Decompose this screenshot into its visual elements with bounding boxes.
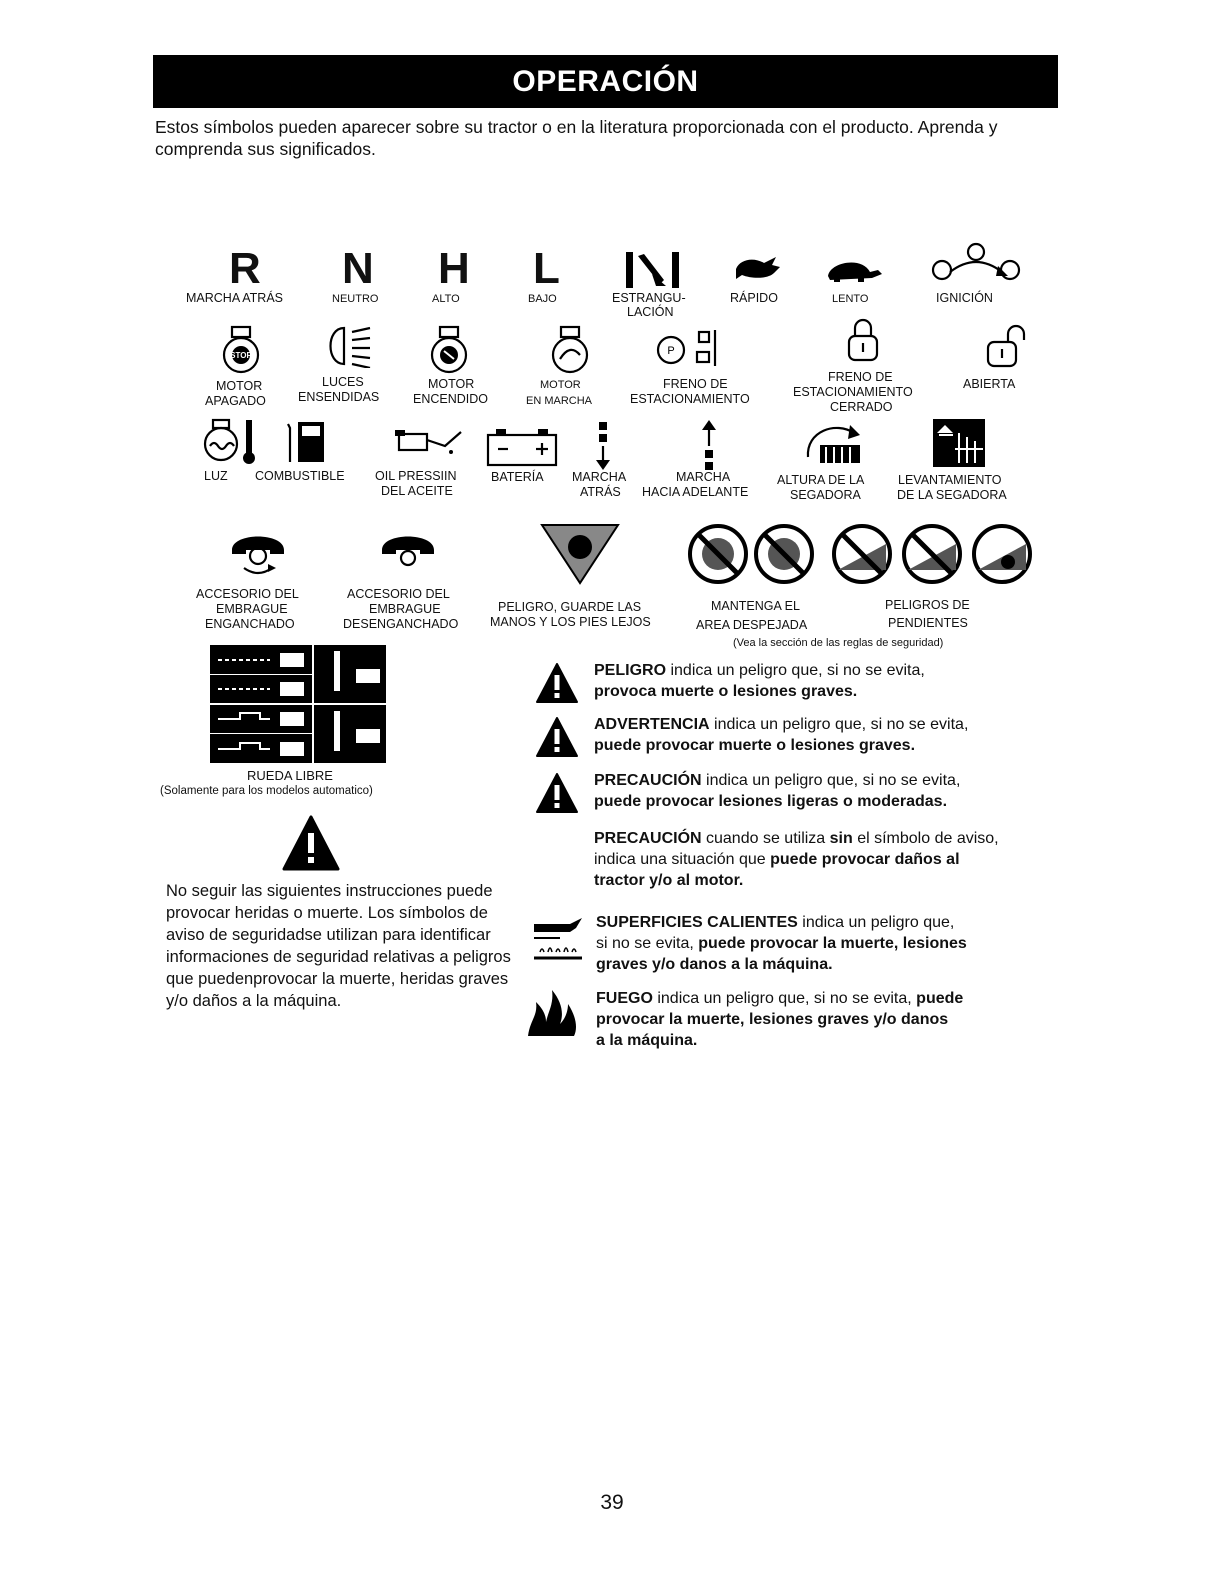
page-header: OPERACIÓN	[153, 55, 1058, 108]
label-freno-cerrado-1: FRENO DE	[828, 370, 893, 384]
label-luz: LUZ	[204, 469, 228, 483]
fire-b2: provocar la muerte, lesiones graves y/o danos	[596, 1011, 949, 1028]
hot-surface-t2: si no se evita,	[596, 935, 699, 952]
label-altura-2: SEGADORA	[790, 488, 861, 502]
freewheel-sublabel: (Solamente para los modelos automatico)	[160, 785, 373, 797]
left-paragraph: No seguir las siguientes instrucciones puede provocar heridas o muerte. Los símbolos de aviso de seguridadse utilizan para identificar informaciones de seguridad relativas a peligros que puedenprovocar la muerte, heridas graves y/o daños a la máquina.	[166, 882, 511, 1010]
label-motor-apagado-1: MOTOR	[216, 379, 263, 393]
mower-height-icon	[802, 417, 866, 465]
advertencia-alert-icon	[535, 716, 579, 758]
label-motor-encendido-2: ENCENDIDO	[413, 392, 489, 406]
label-combustible: COMBUSTIBLE	[255, 469, 345, 483]
hot-surface-b2: graves y/o danos a la máquina.	[596, 956, 833, 973]
label-neutro: NEUTRO	[332, 293, 379, 305]
precaucion-nosym-t1: cuando se utiliza	[701, 830, 830, 847]
low-letter: L	[533, 244, 560, 293]
label-accesorio-des-3: DESENGANCHADO	[343, 617, 459, 631]
mower-lift-icon	[933, 419, 985, 467]
label-levantamiento-2: DE LA SEGADORA	[897, 488, 1007, 502]
hot-surface-text	[596, 912, 1056, 975]
turtle-icon	[822, 254, 884, 284]
slope-hazard-icon	[830, 522, 1034, 586]
label-marcha-adelante-1: MARCHA	[676, 470, 731, 484]
precaucion-nosym-sin: sin	[829, 830, 853, 847]
label-oil-pressure-1: OIL PRESSIIN	[375, 469, 457, 483]
label-freno-cerrado-3: CERRADO	[830, 400, 893, 414]
label-motor-apagado-2: APAGADO	[205, 394, 266, 408]
label-peligro-manos-1: PELIGRO, GUARDE LAS	[498, 600, 642, 614]
hands-feet-danger-icon	[540, 523, 620, 585]
high-letter: H	[438, 244, 470, 293]
clutch-disengaged-icon	[378, 528, 438, 568]
precaucion-desc: indica un peligro que, si no se evita,	[701, 772, 961, 789]
fire-icon	[524, 986, 580, 1038]
label-mantenga-1: MANTENGA EL	[711, 599, 800, 613]
choke-icon	[622, 250, 684, 290]
hot-surface-t1: indica un peligro que,	[797, 914, 955, 931]
safety-rules-note: (Vea la sección de las reglas de seguridad)	[733, 637, 944, 649]
hot-surface-icon	[530, 914, 586, 964]
oil-light-icon	[200, 416, 264, 466]
label-pendientes-2: PENDIENTES	[888, 616, 968, 630]
label-bateria: BATERÍA	[491, 470, 544, 484]
advertencia-text	[594, 714, 1054, 756]
ignition-icon	[928, 242, 1024, 286]
precaucion-nosym-b2: tractor y/o al motor.	[594, 872, 744, 889]
label-freno-2: ESTACIONAMIENTO	[630, 392, 750, 406]
fire-keyword: FUEGO	[596, 990, 653, 1007]
fire-b3: a la máquina.	[596, 1032, 698, 1049]
headlights-icon	[320, 324, 376, 368]
label-accesorio-des-2: EMBRAGUE	[369, 602, 441, 616]
peligro-keyword: PELIGRO	[594, 662, 667, 679]
intro-text: Estos símbolos pueden aparecer sobre su tractor o en la literatura proporcionada con el producto. Aprenda y comprenda sus significados.	[155, 117, 998, 159]
reverse-letter: R	[229, 244, 261, 293]
peligro-desc: indica un peligro que, si no se evita,	[666, 662, 925, 679]
peligro-bold: provoca muerte o lesiones graves.	[594, 683, 858, 700]
fuel-icon	[284, 418, 328, 464]
label-estrangulacion-1: ESTRANGU-	[612, 291, 686, 305]
label-freno-cerrado-2: ESTACIONAMIENTO	[793, 385, 913, 399]
reverse-gear-icon	[592, 420, 614, 470]
label-pendientes-1: PELIGROS DE	[885, 598, 970, 612]
precaucion-nosym-keyword: PRECAUCIÓN	[594, 830, 702, 847]
label-marcha-atras-1: MARCHA	[572, 470, 627, 484]
peligro-alert-icon	[535, 662, 579, 704]
fire-b1: puede	[916, 990, 964, 1007]
label-marcha-atras: MARCHA ATRÁS	[186, 291, 284, 305]
freewheel-label: RUEDA LIBRE	[247, 768, 333, 783]
label-accesorio-des-1: ACCESORIO DEL	[347, 587, 450, 601]
label-accesorio-eng-3: ENGANCHADO	[205, 617, 295, 631]
forward-gear-icon	[698, 420, 720, 470]
stop-text: STOP	[230, 351, 252, 360]
precaucion-alert-icon	[535, 772, 579, 814]
peligro-text	[594, 660, 1054, 702]
parking-brake-open-icon	[984, 324, 1028, 368]
engine-start-icon	[427, 325, 471, 375]
precaucion-text	[594, 770, 1054, 812]
advertencia-bold: puede provocar muerte o lesiones graves.	[594, 737, 916, 754]
precaucion-keyword: PRECAUCIÓN	[594, 772, 702, 789]
safety-alert-icon	[282, 815, 340, 871]
page-number: 39	[600, 1491, 624, 1514]
hot-surface-b1: puede provocar la muerte, lesiones	[698, 935, 967, 952]
parking-brake-icon	[653, 326, 719, 368]
label-motor-marcha-1: MOTOR	[540, 379, 581, 391]
label-levantamiento-1: LEVANTAMIENTO	[898, 473, 1002, 487]
rabbit-icon	[732, 249, 782, 287]
engine-stop-icon	[219, 325, 263, 375]
precaucion-nosym-t3: indica una situación que	[594, 851, 771, 868]
label-accesorio-eng-2: EMBRAGUE	[216, 602, 288, 616]
precaucion-bold: puede provocar lesiones ligeras o moderadas.	[594, 793, 948, 810]
label-luces-1: LUCES	[322, 375, 364, 389]
label-motor-encendido-1: MOTOR	[428, 377, 475, 391]
oil-can-icon	[393, 424, 465, 456]
label-lento: LENTO	[832, 293, 869, 305]
label-freno-1: FRENO DE	[663, 377, 728, 391]
label-oil-pressure-2: DEL ACEITE	[381, 484, 453, 498]
label-abierta: ABIERTA	[963, 377, 1016, 391]
fire-t1: indica un peligro que, si no se evita,	[652, 990, 917, 1007]
label-marcha-atras-2: ATRÁS	[580, 485, 621, 499]
label-luces-2: ENSENDIDAS	[298, 390, 380, 404]
neutral-letter: N	[342, 244, 374, 293]
engine-running-icon	[548, 325, 592, 375]
advertencia-keyword: ADVERTENCIA	[594, 716, 710, 733]
precaucion-nosym-b1: puede provocar daños al	[770, 851, 960, 868]
precaucion-nosym-text	[594, 828, 1054, 891]
label-alto: ALTO	[432, 293, 460, 305]
label-motor-marcha-2: EN MARCHA	[526, 395, 593, 407]
clutch-engaged-icon	[228, 528, 288, 578]
precaucion-nosym-t2: el símbolo de aviso,	[852, 830, 999, 847]
battery-icon	[486, 427, 558, 467]
label-ignicion: IGNICIÓN	[936, 291, 993, 305]
label-peligro-manos-2: MANOS Y LOS PIES LEJOS	[490, 615, 651, 629]
label-marcha-adelante-2: HACIA ADELANTE	[642, 485, 749, 499]
keep-area-clear-icon	[686, 522, 816, 586]
label-bajo: BAJO	[528, 293, 557, 305]
label-accesorio-eng-1: ACCESORIO DEL	[196, 587, 299, 601]
hot-surface-keyword: SUPERFICIES CALIENTES	[596, 914, 798, 931]
fire-text	[596, 988, 1056, 1051]
label-estrangulacion-2: LACIÓN	[627, 305, 674, 319]
label-mantenga-2: AREA DESPEJADA	[696, 618, 808, 632]
advertencia-desc: indica un peligro que, si no se evita,	[709, 716, 969, 733]
label-rapido: RÁPIDO	[730, 291, 778, 305]
parking-brake-locked-icon	[845, 318, 881, 364]
label-altura-1: ALTURA DE LA	[777, 473, 865, 487]
freewheel-diagram-icon	[210, 645, 386, 763]
svg-text:P: P	[667, 345, 675, 357]
